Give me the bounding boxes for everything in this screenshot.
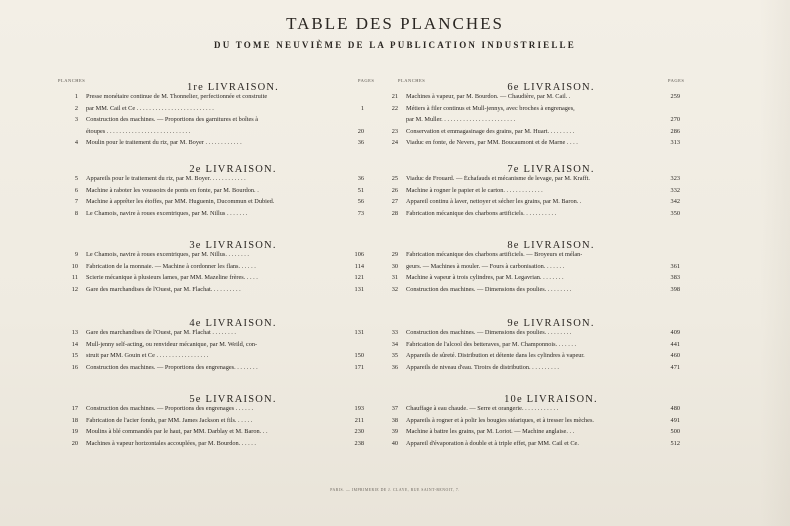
plate-description: Gare des marchandises de l'Ouest, par M. Flachat. . . . . . . . . .	[86, 285, 241, 293]
page-number: 259	[670, 93, 680, 100]
page-number: 471	[670, 363, 680, 371]
page-number: 332	[670, 186, 680, 194]
plate-description: Métiers à filer continus et Mull-jennys, avec broches à engrenages,	[406, 104, 575, 112]
plate-description: Moulin pour le traitement du riz, par M. Boyer . . . . . . . . . . . .	[86, 139, 242, 146]
plate-entry	[391, 175, 696, 184]
plate-entry	[71, 439, 378, 449]
plate-entry	[74, 116, 378, 125]
page-number: 512	[670, 439, 680, 447]
plate-description: Moulins à blé commandés par le haut, par MM. Darblay et M. Baron. . .	[86, 428, 268, 435]
plate-description: Le Chamois, navire à roues excentriques, par M. Nillus . . . . . . .	[86, 209, 248, 217]
plate-entry	[71, 262, 378, 272]
plate-entry	[71, 363, 378, 373]
plate-number: 32	[391, 285, 398, 293]
plate-number: 14	[71, 340, 78, 348]
plate-entry	[391, 329, 696, 338]
livraison-heading: 7e LIVRAISON.	[507, 164, 595, 175]
plate-number: 19	[71, 428, 78, 435]
page-number: 1	[360, 104, 364, 112]
plate-description: Conservation et emmagasinage des grains, par M. Huart. . . . . . . . .	[406, 127, 575, 135]
plate-entry	[74, 104, 378, 114]
plate-description: Appareil d'évaporation à double et à triple effet, par MM. Cail et Ce.	[406, 439, 579, 447]
page-number: 350	[670, 209, 680, 217]
plate-description: Construction des machines. — Dimensions des poulies. . . . . . . . .	[406, 285, 572, 293]
plate-number: 28	[391, 209, 398, 217]
page-number: 106	[354, 251, 364, 258]
plate-description: Fabrication mécanique des charbons artificiels. — Broyeurs et mélan-	[406, 251, 583, 258]
page-number: 171	[354, 363, 364, 371]
plate-entry	[71, 416, 378, 426]
page-title: TABLE DES PLANCHES	[286, 14, 504, 33]
livraison-heading: 2e LIVRAISON.	[189, 164, 277, 175]
plate-entry	[391, 352, 696, 361]
plate-number: 12	[71, 285, 78, 293]
page-number: 36	[357, 175, 364, 182]
plate-number: 30	[391, 262, 398, 270]
page-number: 121	[354, 274, 364, 281]
plate-number: 38	[391, 416, 398, 424]
plate-number: 20	[71, 439, 78, 447]
plate-entry	[74, 186, 378, 196]
page-number: 398	[670, 285, 680, 293]
page-number: 114	[354, 262, 364, 270]
plate-entry	[391, 428, 696, 437]
plate-description: Presse monétaire continue de M. Thonnelier, perfectionnée et construite	[86, 93, 268, 100]
plate-description: Machines à vapeur horizontales accouplées, par M. Bourdon. . . . . .	[86, 439, 256, 447]
plates-column-label: PLANCHES	[398, 78, 426, 83]
plate-description: Machine à vapeur à trois cylindres, par M. Legavrian. . . . . . . .	[406, 274, 564, 281]
livraison-heading: 3e LIVRAISON.	[189, 240, 277, 251]
plate-number: 8	[74, 209, 78, 217]
plate-description: étoupes . . . . . . . . . . . . . . . . . . . . . . . . . . .	[86, 127, 191, 135]
plate-entry	[391, 274, 696, 283]
plate-number: 36	[391, 363, 398, 371]
plate-entry	[391, 93, 696, 102]
plate-description: Machine à rogner le papier et le carton. . . . . . . . . . . . .	[406, 186, 543, 194]
plate-number: 35	[391, 352, 398, 359]
page-subtitle: DU TOME NEUVIÈME DE LA PUBLICATION INDUSTRIELLE	[214, 40, 576, 50]
plate-entry	[71, 428, 378, 437]
plate-entry	[391, 439, 696, 449]
plate-entry	[391, 209, 696, 219]
plate-description: Machine à raboter les voussoirs de ponts en fonte, par M. Bourdon. .	[86, 186, 259, 194]
livraison-heading: 10e LIVRAISON.	[504, 394, 598, 405]
plate-description: Fabrication de l'acier fondu, par MM. James Jackson et fils. . . . . .	[86, 416, 253, 424]
plate-description: struit par MM. Gouin et Ce . . . . . . . . . . . . . . . . .	[86, 352, 209, 359]
page-number: 193	[354, 405, 364, 412]
plate-number: 39	[391, 428, 398, 435]
page-number: 441	[670, 340, 680, 348]
plate-entry	[391, 262, 696, 272]
plate-entry	[78, 128, 378, 137]
plate-number: 24	[391, 139, 398, 146]
plate-description: Appareils à rogner et à polir les bougies stéariques, et à tresser les mèches.	[406, 416, 594, 424]
plate-description: Fabrication de l'alcool des betteraves, par M. Champonnois. . . . . . .	[406, 340, 577, 348]
livraison-heading: 9e LIVRAISON.	[507, 318, 595, 329]
livraison-heading: 5e LIVRAISON.	[189, 394, 277, 405]
page-number: 131	[354, 329, 364, 336]
page-number: 342	[670, 198, 680, 205]
plate-entry	[74, 198, 378, 207]
page-shade	[760, 0, 790, 526]
plate-description: Scierie mécanique à plusieurs lames, par MM. Mazeline frères. . . . .	[86, 274, 258, 281]
plate-number: 3	[74, 116, 78, 123]
page-number: 323	[670, 175, 680, 182]
plate-number: 1	[74, 93, 78, 100]
plate-entry	[71, 352, 378, 361]
plate-number: 26	[391, 186, 398, 194]
plate-description: geurs. — Machines à mouler. — Fours à carbonisation. . . . . . .	[406, 262, 565, 270]
plate-number: 16	[71, 363, 78, 371]
plate-entry	[391, 127, 696, 137]
plate-entry	[396, 116, 696, 125]
plate-number: 34	[391, 340, 398, 348]
plate-entry	[71, 274, 378, 283]
plate-description: Mull-jenny self-acting, ou renvideur mécanique, par M. Weild, con-	[86, 340, 258, 348]
plate-number: 5	[74, 175, 78, 182]
page-number: 361	[670, 262, 680, 270]
page-number: 491	[670, 416, 680, 424]
plate-description: Construction des machines. — Dimensions des poulies. . . . . . . . .	[406, 329, 572, 336]
page-number: 211	[354, 416, 364, 424]
plate-description: par M. Muller. . . . . . . . . . . . . . . . . . . . . . . .	[406, 116, 516, 123]
plate-number: 25	[391, 175, 398, 182]
plate-description: Construction des machines. — Proportions des engrenages . . . . . .	[86, 405, 254, 412]
plate-description: Gare des marchandises de l'Ouest, par M. Flachat . . . . . . . .	[86, 329, 236, 336]
plate-number: 4	[74, 139, 78, 146]
plate-entry	[391, 340, 696, 350]
livraison-heading: 4e LIVRAISON.	[189, 318, 277, 329]
plate-entry	[74, 251, 378, 260]
plate-entry	[391, 186, 696, 196]
plate-entry	[74, 93, 378, 102]
plate-description: Chauffage à eau chaude. — Serre et orangerie. . . . . . . . . . . .	[406, 405, 559, 412]
page-number: 73	[357, 209, 364, 217]
plate-entry	[391, 416, 696, 426]
plate-description: Machine à battre les grains, par M. Loriot. — Machine anglaise. . .	[406, 428, 575, 435]
page-number: 238	[354, 439, 364, 447]
page-number: 313	[670, 139, 680, 146]
plate-entry	[71, 285, 378, 295]
plate-description: Construction des machines. — Proportions des garnitures et boîtes à	[86, 116, 259, 123]
plate-number: 6	[74, 186, 78, 194]
plate-number: 18	[71, 416, 78, 424]
page-number: 286	[670, 127, 680, 135]
page-number: 230	[354, 428, 364, 435]
plate-description: Appareils de niveau d'eau. Tiroirs de distribution. . . . . . . . . .	[406, 363, 559, 371]
plate-number: 7	[74, 198, 78, 205]
plate-number: 31	[391, 274, 398, 281]
plate-number: 13	[71, 329, 78, 336]
plate-description: Machine à apprêter les étoffes, par MM. Huguenin, Ducommun et Dubied.	[86, 198, 275, 205]
plate-number: 22	[391, 104, 398, 112]
livraison-heading: 8e LIVRAISON.	[507, 240, 595, 251]
plate-number: 29	[391, 251, 398, 258]
plate-entry	[391, 198, 696, 207]
plate-description: Le Chamois, navire à roues excentriques, par M. Nillus. . . . . . . .	[86, 251, 249, 258]
page-number: 409	[670, 329, 680, 336]
plate-number: 33	[391, 329, 398, 336]
plate-entry	[74, 139, 378, 148]
plate-description: Appareils pour le traitement du riz, par M. Boyer. . . . . . . . . . . .	[86, 175, 246, 182]
plate-entry	[71, 329, 378, 338]
livraison-heading: 6e LIVRAISON.	[507, 82, 595, 93]
plate-description: Construction des machines. — Proportions des engrenages. . . . . . . .	[86, 363, 258, 371]
page-number: 20	[357, 127, 364, 135]
plate-entry	[71, 405, 378, 414]
plate-number: 23	[391, 127, 398, 135]
plate-entry	[74, 175, 378, 184]
plate-number: 27	[391, 198, 398, 205]
plate-description: Machines à vapeur, par M. Bourdon. — Chaudière, par M. Cail. .	[406, 93, 571, 100]
page-number: 150	[354, 352, 364, 359]
pages-column-label: PAGES	[668, 78, 685, 83]
page-number: 383	[670, 274, 680, 281]
plate-entry	[391, 285, 696, 295]
pages-column-label: PAGES	[358, 78, 375, 83]
plate-number: 11	[71, 274, 78, 281]
plate-number: 10	[71, 262, 78, 270]
plate-description: Appareils de sûreté. Distribution et détente dans les cylindres à vapeur.	[406, 352, 585, 359]
plate-number: 17	[71, 405, 78, 412]
plate-description: Viaduc en fonte, de Nevers, par MM. Boucaumont et de Marne . . . .	[406, 139, 578, 146]
plate-description: Appareil continu à laver, nettoyer et sécher les grains, par M. Baron. .	[406, 198, 582, 205]
page-number: 500	[670, 428, 680, 435]
page-number: 480	[670, 405, 680, 412]
plate-entry	[391, 251, 696, 260]
plate-number: 15	[71, 352, 78, 359]
page-number: 51	[357, 186, 364, 194]
plate-number: 37	[391, 405, 398, 412]
livraison-heading: 1re LIVRAISON.	[186, 82, 280, 93]
plate-description: Fabrication de la monnaie. — Machine à cordonner les flans. . . . . .	[86, 262, 256, 270]
plate-entry	[74, 209, 378, 219]
plate-number: 2	[74, 104, 78, 112]
page-number: 270	[670, 116, 680, 123]
plate-number: 9	[74, 251, 78, 258]
plate-entry	[391, 104, 696, 114]
page-number: 131	[354, 285, 364, 293]
plate-description: Fabrication mécanique des charbons artificiels. . . . . . . . . . .	[406, 209, 557, 217]
plate-entry	[391, 363, 696, 373]
plate-entry	[71, 340, 378, 350]
plates-column-label: PLANCHES	[58, 78, 86, 83]
plate-description: par MM. Cail et Ce . . . . . . . . . . . . . . . . . . . . . . . . .	[86, 104, 214, 112]
plate-description: Viaduc de Frouard. — Échafauds et mécanisme de levage, par M. Krafft.	[406, 175, 590, 182]
page-number: 36	[357, 139, 364, 146]
plate-entry	[391, 139, 696, 148]
page-number: 460	[670, 352, 680, 359]
plate-number: 21	[391, 93, 398, 100]
page-number: 56	[357, 198, 364, 205]
plate-number: 40	[391, 439, 398, 447]
plate-entry	[391, 405, 696, 414]
printer-footer: PARIS. — IMPRIMERIE DE J. CLAYE, RUE SAINT-BENOIT, 7.	[330, 488, 460, 492]
